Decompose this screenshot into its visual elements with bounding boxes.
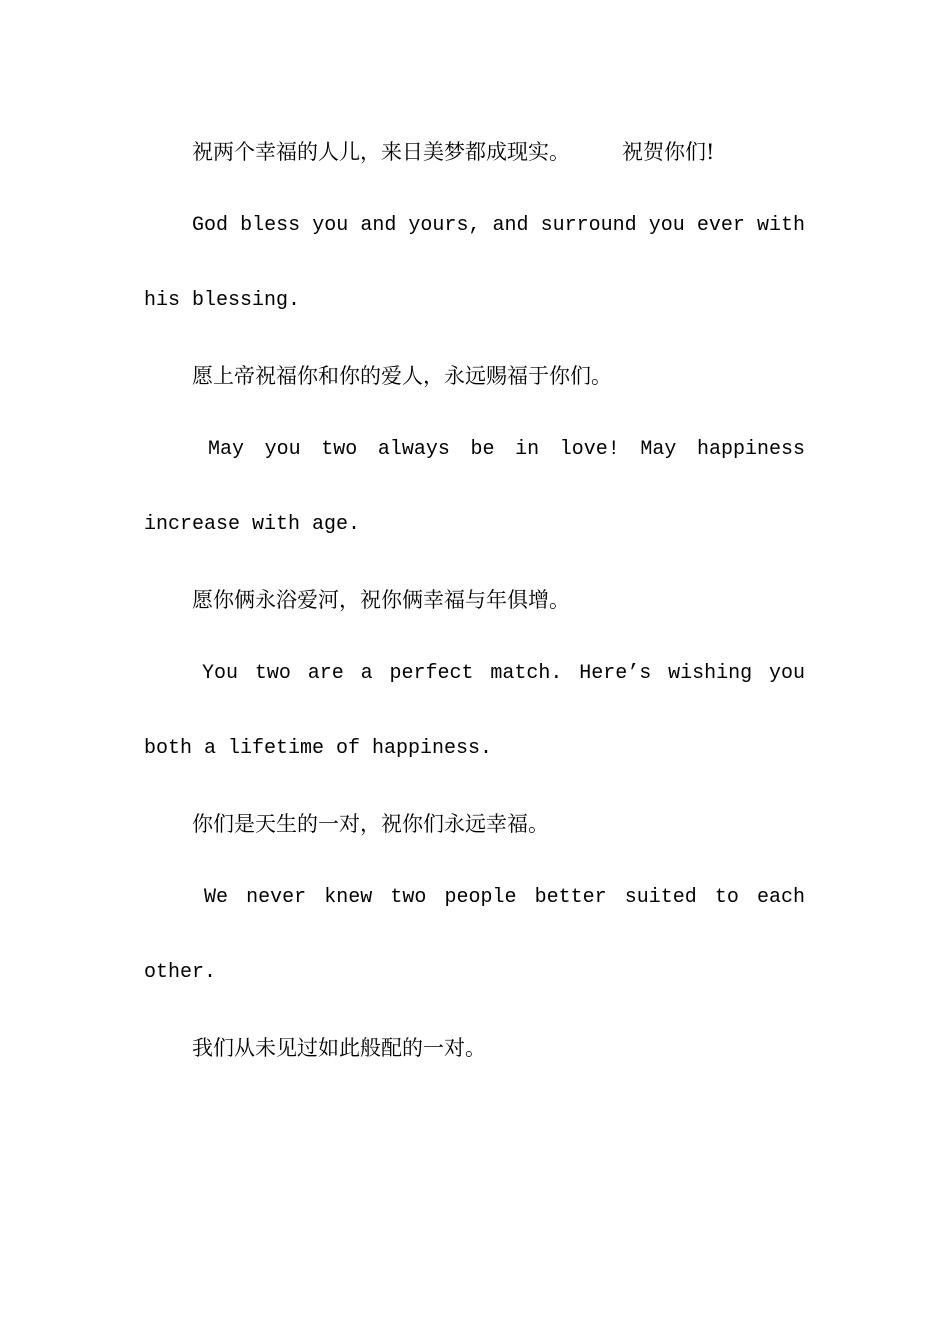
paragraph-zh-3: 愿你俩永浴爱河，祝你俩幸福与年俱增。 (192, 588, 570, 612)
paragraph-zh-5: 我们从未见过如此般配的一对。 (192, 1036, 486, 1060)
paragraph-en-4-line2: other. (144, 961, 217, 984)
paragraph-zh-1-tail: 祝贺你们! (622, 140, 715, 164)
paragraph-en-4-line1: We never knew two people better suited to each (204, 886, 805, 909)
paragraph-en-3-line1: You two are a perfect match. Here’s wishing you (202, 662, 805, 685)
paragraph-en-1-line1: God bless you and yours, and surround you ever with (192, 214, 805, 237)
paragraph-zh-2: 愿上帝祝福你和你的爱人，永远赐福于你们。 (192, 364, 612, 388)
paragraph-en-3-line2: both a lifetime of happiness. (144, 737, 493, 760)
paragraph-en-2-line2: increase with age. (144, 513, 361, 536)
paragraph-zh-1-text: 祝两个幸福的人儿，来日美梦都成现实。 (192, 140, 570, 164)
paragraph-en-2-line1: May you two always be in love! May happiness (208, 438, 805, 461)
paragraph-zh-1 (192, 137, 714, 167)
paragraph-zh-4: 你们是天生的一对，祝你们永远幸福。 (192, 812, 549, 836)
paragraph-en-1-line2: his blessing. (144, 289, 301, 312)
